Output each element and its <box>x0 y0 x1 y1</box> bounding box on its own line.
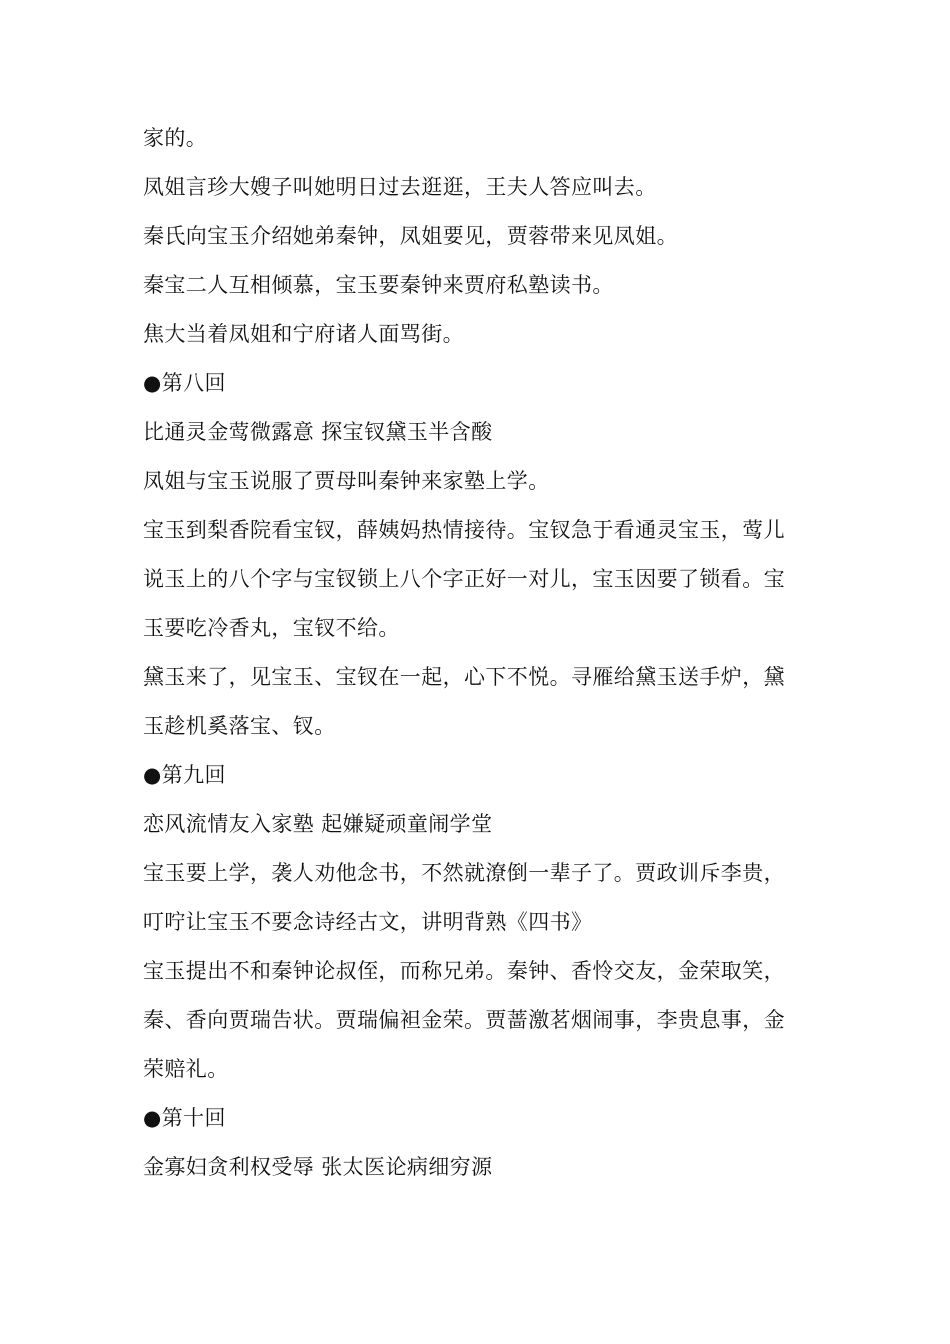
text-line: 焦大当着凤姐和宁府诸人面骂街。 <box>143 322 464 346</box>
text-line: 玉要吃冷香丸，宝钗不给。 <box>143 616 400 640</box>
text-line: 玉趁机奚落宝、钗。 <box>143 714 336 738</box>
document-body <box>143 114 811 1192</box>
text-line: 宝玉到梨香院看宝钗，薛姨妈热情接待。宝钗急于看通灵宝玉，莺儿 <box>143 518 785 542</box>
text-line: 宝玉提出不和秦钟论叔侄，而称兄弟。秦钟、香怜交友，金荣取笑， <box>143 959 785 983</box>
text-line: 荣赔礼。 <box>143 1057 229 1081</box>
text-line: 秦、香向贾瑞告状。贾瑞偏袒金荣。贾蔷激茗烟闹事，李贵息事，金 <box>143 1008 785 1032</box>
text-line: 叮咛让宝玉不要念诗经古文，讲明背熟《四书》 <box>143 910 593 934</box>
chapter-title: 比通灵金莺微露意 探宝钗黛玉半含酸 <box>143 420 493 444</box>
text-line: 凤姐与宝玉说服了贾母叫秦钟来家塾上学。 <box>143 469 550 493</box>
text-line: 说玉上的八个字与宝钗锁上八个字正好一对儿，宝玉因要了锁看。宝 <box>143 567 785 591</box>
text-line: 凤姐言珍大嫂子叫她明日过去逛逛，王夫人答应叫去。 <box>143 175 657 199</box>
chapter-heading: ●第八回 <box>143 371 226 395</box>
text-line: 秦宝二人互相倾慕，宝玉要秦钟来贾府私塾读书。 <box>143 273 614 297</box>
chapter-title: 恋风流情友入家塾 起嫌疑顽童闹学堂 <box>143 812 493 836</box>
text-line: 宝玉要上学，袭人劝他念书，不然就潦倒一辈子了。贾政训斥李贵， <box>143 861 785 885</box>
text-line: 家的。 <box>143 126 208 150</box>
chapter-heading: ●第九回 <box>143 763 226 787</box>
chapter-heading: ●第十回 <box>143 1106 226 1130</box>
text-line: 秦氏向宝玉介绍她弟秦钟，凤姐要见，贾蓉带来见凤姐。 <box>143 224 678 248</box>
text-line: 黛玉来了，见宝玉、宝钗在一起，心下不悦。寻雁给黛玉送手炉，黛 <box>143 665 785 689</box>
chapter-title: 金寡妇贪利权受辱 张太医论病细穷源 <box>143 1155 493 1179</box>
